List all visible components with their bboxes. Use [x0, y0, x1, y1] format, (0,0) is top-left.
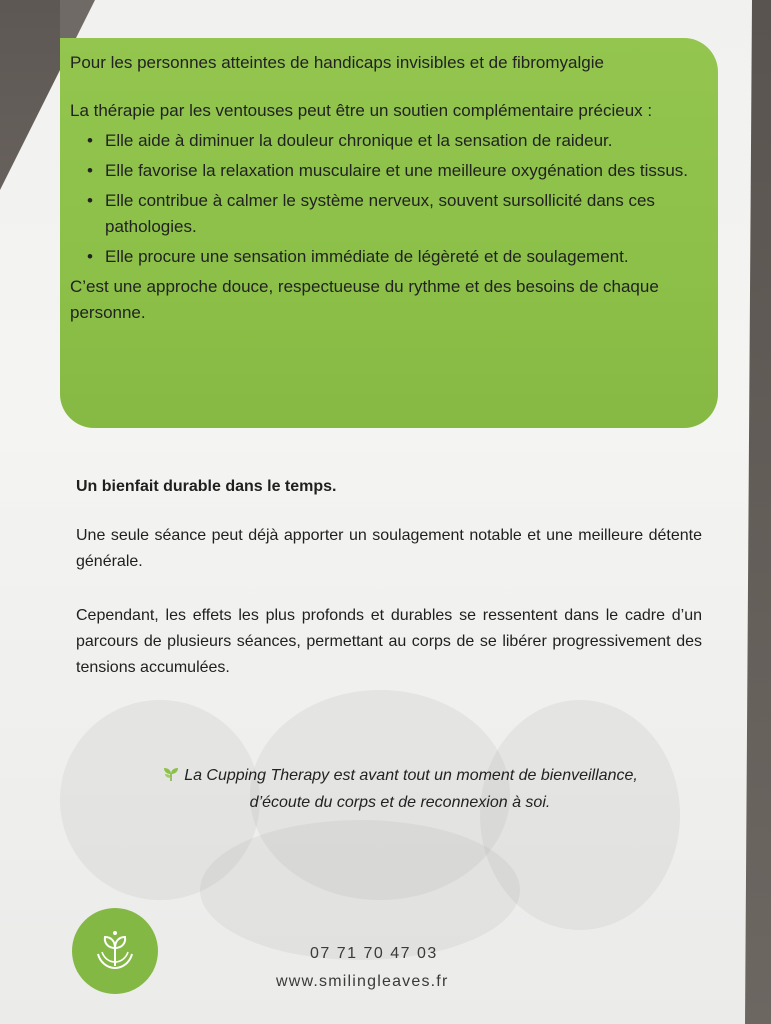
- highlight-box: [60, 38, 718, 428]
- leaf-hands-icon: [90, 926, 140, 976]
- benefits-list: [70, 128, 704, 270]
- section-paragraph-1: Une seule séance peut déjà apporter un soulagement notable et une meilleure détente générale.: [76, 527, 702, 570]
- sprout-icon: [162, 766, 180, 782]
- benefit-item: • Elle procure une sensation immédiate de légèreté et de soulagement.: [70, 244, 704, 270]
- highlight-closing: C’est une approche douce, respectueuse du rythme et des besoins de chaque personne.: [70, 277, 659, 322]
- faint-background-decoration: [200, 820, 520, 960]
- section-title: Un bienfait durable dans le temps.: [76, 478, 337, 495]
- closing-quote: [140, 762, 660, 816]
- brand-logo: [72, 908, 158, 994]
- closing-quote-text: La Cupping Therapy est avant tout un moment de bienveillance, d’écoute du corps et de reconnexion à soi.: [184, 767, 638, 811]
- phone-number: 07 71 70 47 03: [310, 945, 438, 962]
- highlight-intro: La thérapie par les ventouses peut être un soutien complémentaire précieux :: [70, 101, 653, 120]
- benefit-item: • Elle aide à diminuer la douleur chronique et la sensation de raideur.: [70, 128, 704, 154]
- website-url: www.smilingleaves.fr: [276, 973, 449, 990]
- benefit-item: • Elle contribue à calmer le système nerveux, souvent sursollicité dans ces pathologies.: [70, 188, 704, 240]
- benefit-item: • Elle favorise la relaxation musculaire et une meilleure oxygénation des tissus.: [70, 158, 704, 184]
- highlight-heading: Pour les personnes atteintes de handicaps invisibles et de fibromyalgie: [70, 53, 604, 72]
- section-paragraph-2: Cependant, les effets les plus profonds et durables se ressentent dans le cadre d’un parcours de plusieurs séances, permettant au corps de se libérer progressivement des tensions accumulées.: [76, 607, 702, 676]
